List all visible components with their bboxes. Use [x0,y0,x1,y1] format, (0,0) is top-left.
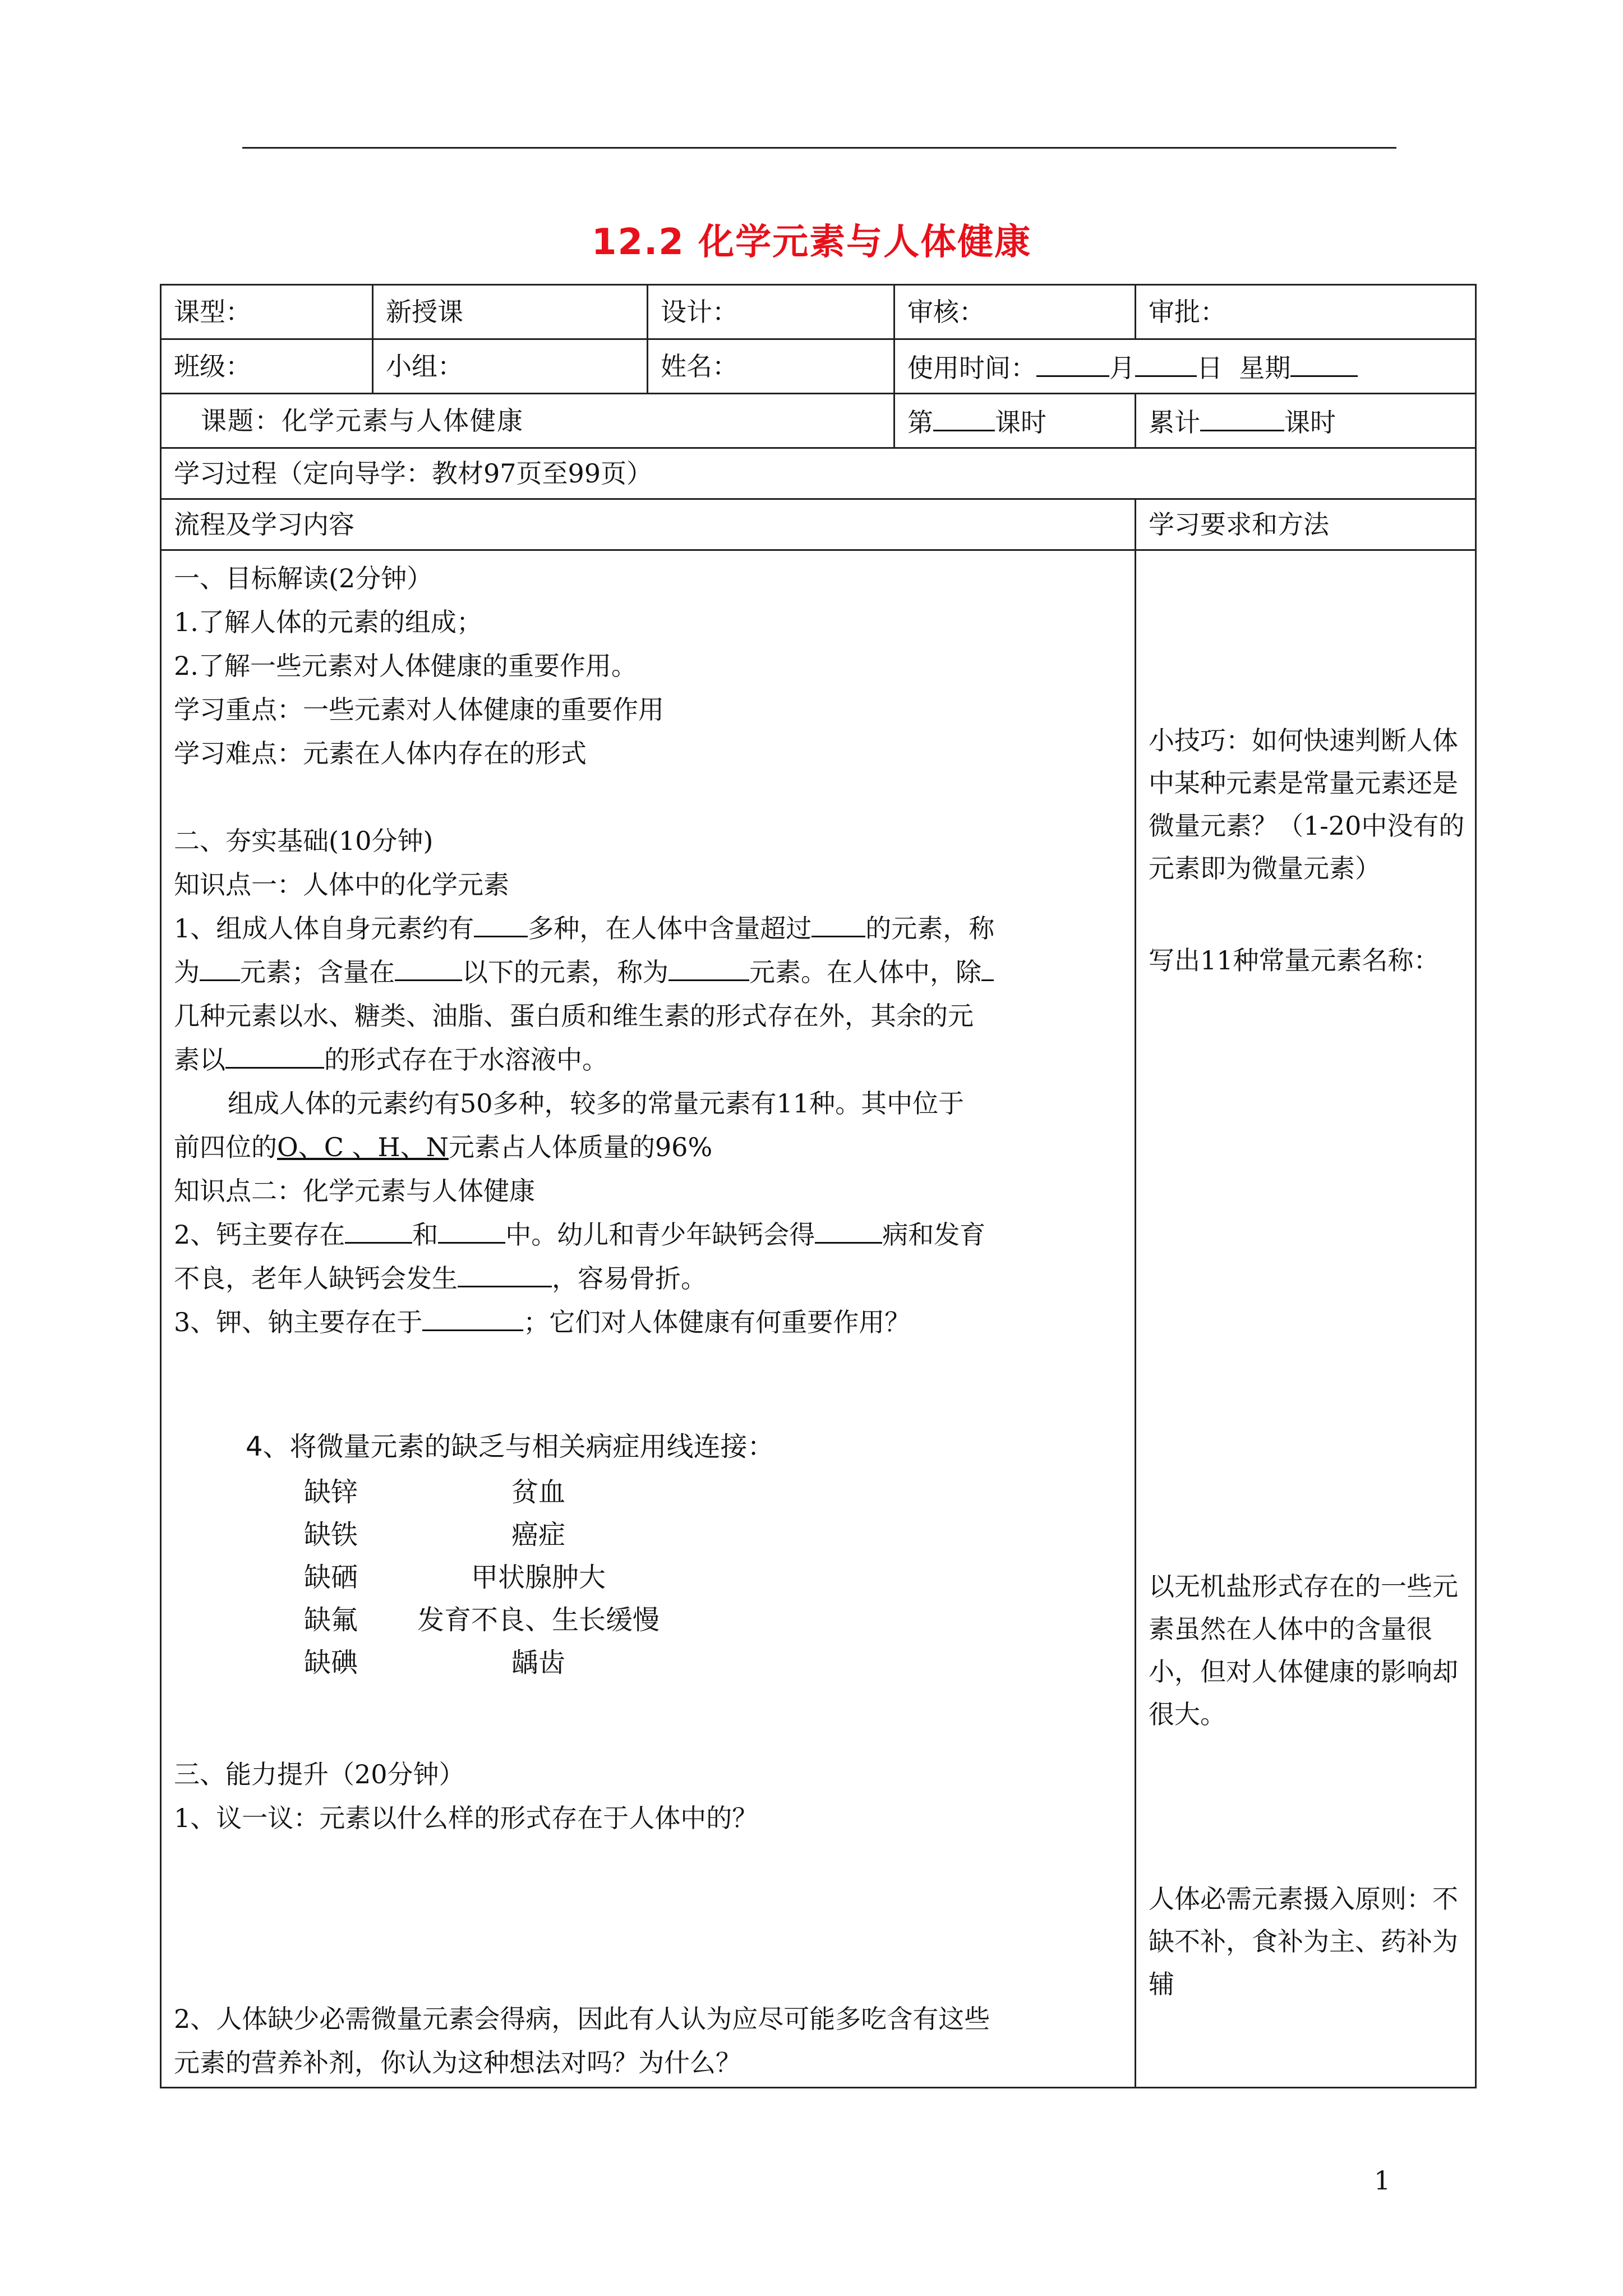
disease-list [174,1471,903,1684]
deficiency-item: 缺碘 [304,1647,358,1678]
question-1-line-4: 素以 的形式存在于水溶液中。 [174,1038,1126,1082]
content-column-header: 流程及学习内容 [161,499,1136,550]
disease-item: 甲状腺肿大 [471,1562,606,1593]
composition-paragraph-2: 前四位的O、C 、H、N元素占人体质量的96% [174,1132,713,1162]
deficiency-item: 缺锌 [304,1476,358,1508]
matching-title: 4、将微量元素的缺乏与相关病症用线连接： [246,1431,774,1462]
use-time-field: 使用时间： 月 日 星期 [895,339,1476,394]
lesson-sheet [160,284,1475,2118]
objective-1: 1.了解人体的元素的组成； [174,607,482,637]
question-1-line-1: 1、组成人体自身元素约有 多种，在人体中含量超过 的元素，称 [174,907,1126,950]
total-period-field: 累计 课时 [1136,394,1476,448]
question-2-line-2: 不良，老年人缺钙会发生 ，容易骨折。 [174,1257,1126,1300]
difficult-point: 学习难点：元素在人体内存在的形式 [174,738,587,769]
header-row-3 [161,394,1476,448]
inorganic-salt-note: 以无机盐形式存在的一些元素虽然在人体中的含量很小，但对人体健康的影响却很大。 [1149,1571,1458,1729]
disease-item: 发育不良、生长缓慢 [417,1604,660,1636]
deficiency-item: 缺氟 [304,1604,358,1636]
body-row [161,550,1476,2088]
period-field: 第 课时 [895,394,1136,448]
study-process: 学习过程（定向导学：教材97页至99页） [161,448,1476,499]
question-supplement-line-2: 元素的营养补剂，你认为这种想法对吗？为什么？ [174,2047,741,2078]
knowledge-point-1: 知识点一：人体中的化学元素 [174,869,509,900]
question-supplement-line-1: 2、人体缺少必需微量元素会得病，因此有人认为应尽可能多吃含有这些 [174,2004,990,2034]
matching-exercise [174,1428,1126,1686]
page-title: 12.2 化学元素与人体健康 [591,222,1032,263]
tip-note: 小技巧：如何快速判断人体中某种元素是常量元素还是微量元素？（1-20中没有的元素即为微量元素） [1149,725,1465,884]
disease-item: 龋齿 [511,1647,565,1678]
approver-label: 审批： [1136,285,1476,339]
composition-paragraph-1: 组成人体的元素约有50多种，较多的常量元素有11种。其中位于 [228,1088,965,1119]
write-elements-note: 写出11种常量元素名称： [1149,945,1440,976]
disease-item: 癌症 [511,1519,565,1550]
lesson-type-value: 新授课 [373,285,648,339]
content-cell [161,550,1136,2088]
section-2-title: 二、夯实基础(10分钟) [174,826,434,856]
objective-2: 2.了解一些元素对人体健康的重要作用。 [174,651,637,681]
lesson-content [174,556,1126,2085]
student-name-label: 姓名： [648,339,895,394]
header-rule [242,147,1396,149]
question-1-line-2: 为 元素；含量在 以下的元素，称为 元素。在人体中，除 [174,950,1126,994]
method-column-header: 学习要求和方法 [1136,499,1476,550]
section-1-title: 一、目标解读(2分钟） [174,563,433,593]
discussion-question: 1、议一议：元素以什么样的形式存在于人体中的？ [174,1803,758,1833]
reviewer-label: 审核： [895,285,1136,339]
group-label: 小组： [373,339,648,394]
question-2-line-1: 2、钙主要存在 和 中。幼儿和青少年缺钙会得 病和发育 [174,1213,1126,1257]
intake-principle-note: 人体必需元素摄入原则：不缺不补，食补为主、药补为辅 [1149,1884,1458,1999]
header-row-2 [161,339,1476,394]
disease-item: 贫血 [511,1476,565,1508]
key-point: 学习重点：一些元素对人体健康的重要作用 [174,694,664,725]
knowledge-point-2: 知识点二：化学元素与人体健康 [174,1176,535,1206]
column-header-row [161,499,1476,550]
question-3: 3、钾、钠主要存在于 ；它们对人体健康有何重要作用？ [174,1300,1126,1344]
question-1-line-3: 几种元素以水、糖类、油脂、蛋白质和维生素的形式存在外，其余的元 [174,1001,974,1031]
lesson-topic: 课题：化学元素与人体健康 [161,394,895,448]
method-cell [1136,550,1476,2088]
header-row-1 [161,285,1476,339]
designer-label: 设计： [648,285,895,339]
lesson-type-label: 课型： [161,285,373,339]
deficiency-item: 缺铁 [304,1519,358,1550]
process-row [161,448,1476,499]
deficiency-item: 缺硒 [304,1562,358,1593]
class-label: 班级： [161,339,373,394]
section-3-title: 三、能力提升（20分钟） [174,1759,465,1789]
page-number: 1 [1374,2165,1391,2196]
